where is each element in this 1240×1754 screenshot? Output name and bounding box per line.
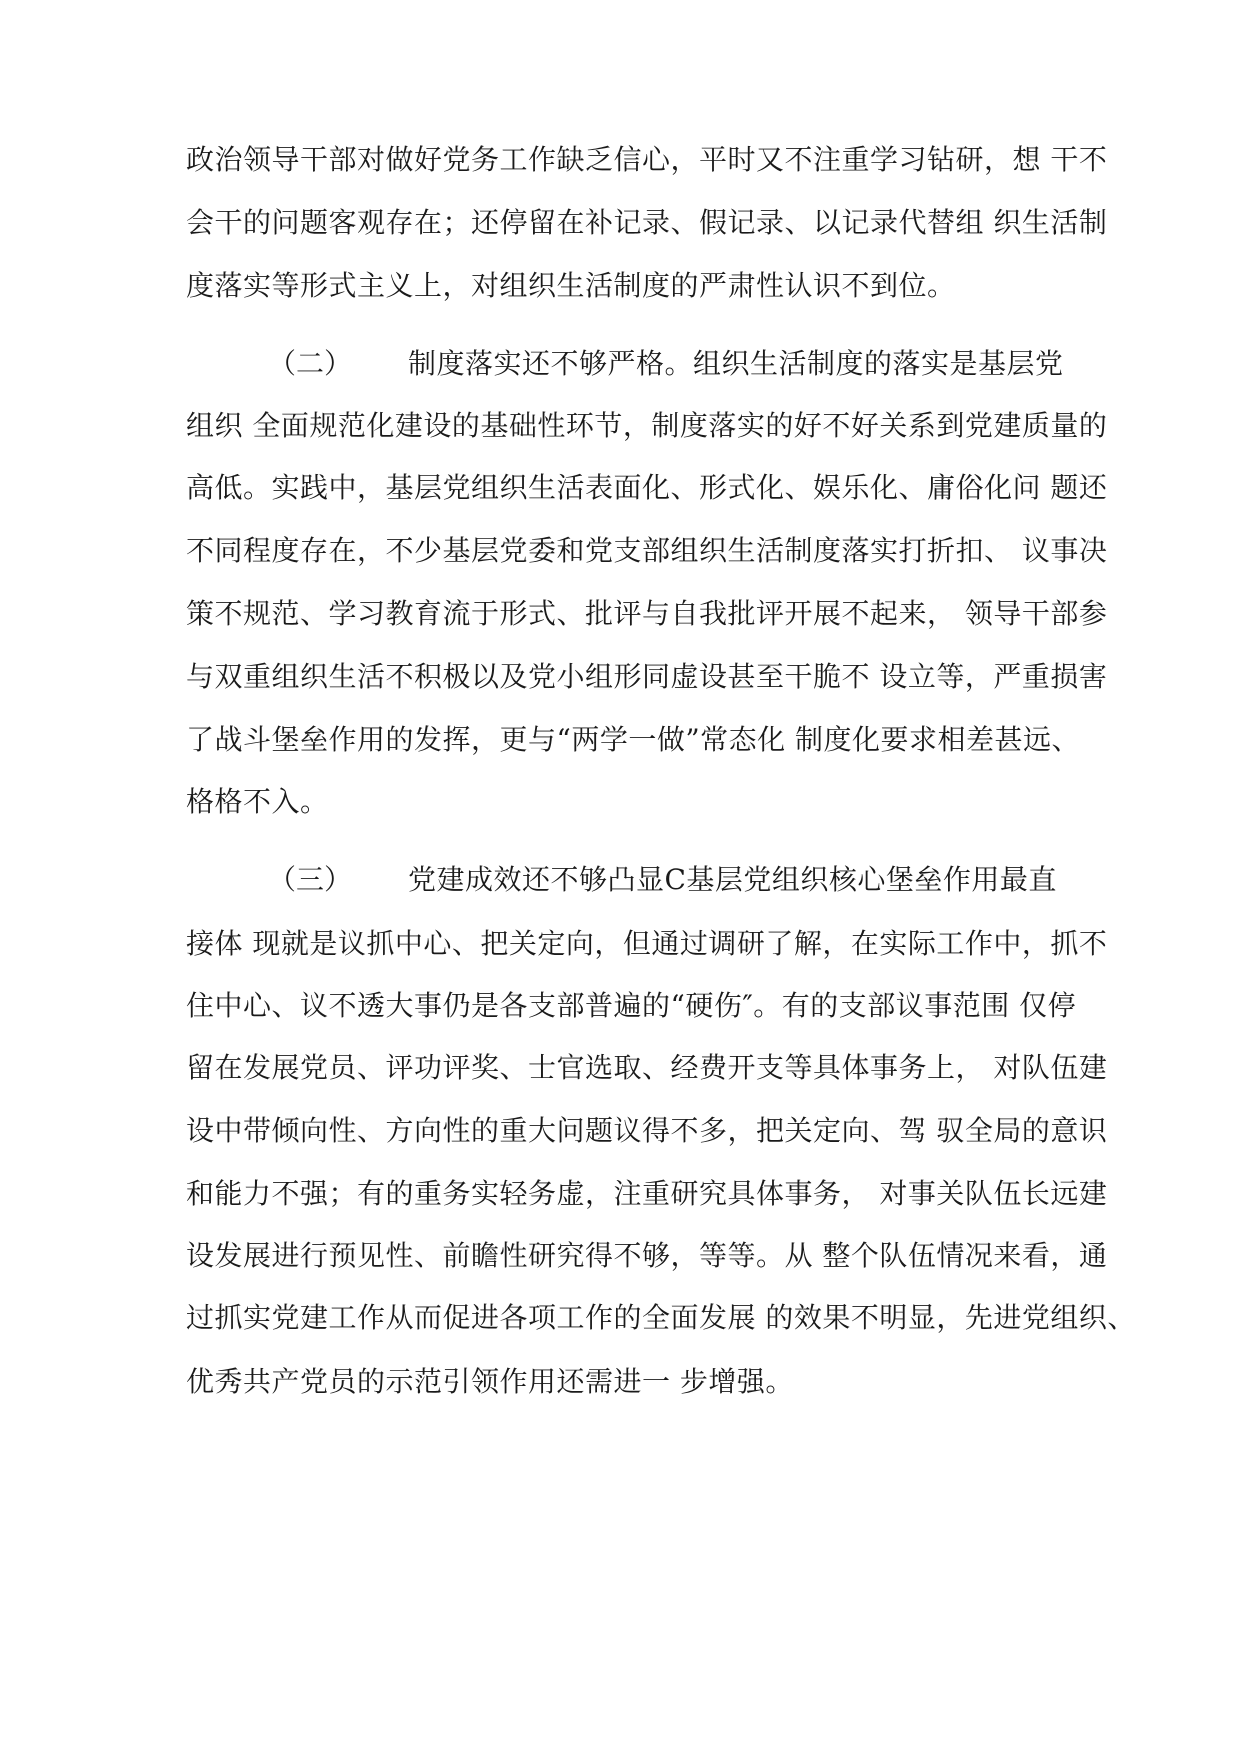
paragraph-2-label: （二） bbox=[268, 347, 353, 380]
paragraph-2-line-6: 与双重组织生活不积极以及党小组形同虚设甚至干脆不 设立等，严重损害 bbox=[186, 660, 1108, 693]
paragraph-2-line-3: 高低。实践中，基层党组织生活表面化、形式化、娱乐化、庸俗化问 题还 bbox=[186, 471, 1108, 504]
paragraph-2-line-2: 组织 全面规范化建设的基础性环节，制度落实的好不好关系到党建质量的 bbox=[186, 409, 1108, 442]
paragraph-3-line-5: 设中带倾向性、方向性的重大问题议得不多，把关定向、驾 驭全局的意识 bbox=[186, 1114, 1108, 1147]
paragraph-2-line-8: 格格不入。 bbox=[186, 785, 329, 818]
paragraph-2-line-7: 了战斗堡垒作用的发挥，更与“两学一做”常态化 制度化要求相差甚远、 bbox=[186, 723, 1081, 756]
paragraph-3-line-8: 过抓实党建工作从而促进各项工作的全面发展 的效果不明显，先进党组织、 bbox=[186, 1301, 1136, 1334]
paragraph-3-line-9: 优秀共产党员的示范引领作用还需进一 步增强。 bbox=[186, 1365, 794, 1398]
paragraph-2-line-5: 策不规范、学习教育流于形式、批评与自我批评开展不起来， 领导干部参 bbox=[186, 597, 1108, 630]
paragraph-3-line-4: 留在发展党员、评功评奖、士官选取、经费开支等具体事务上， 对队伍建 bbox=[186, 1051, 1108, 1084]
paragraph-3-line-2: 接体 现就是议抓中心、把关定向，但通过调研了解，在实际工作中，抓不 bbox=[186, 927, 1108, 960]
paragraph-3-first-line: 党建成效还不够凸显C基层党组织核心堡垒作用最直 bbox=[408, 863, 1057, 896]
paragraph-1-line-1: 政治领导干部对做好党务工作缺乏信心，平时又不注重学习钻研，想 干不 bbox=[186, 143, 1108, 176]
paragraph-3-line-3: 住中心、议不透大事仍是各支部普遍的“硬伤″。有的支部议事范围 仅停 bbox=[186, 989, 1077, 1022]
paragraph-2-first-line: 制度落实还不够严格。组织生活制度的落实是基层党 bbox=[408, 347, 1064, 380]
paragraph-3-label: （三） bbox=[268, 863, 353, 896]
paragraph-3-line-6: 和能力不强；有的重务实轻务虚，注重研究具体事务， 对事关队伍长远建 bbox=[186, 1177, 1108, 1210]
paragraph-1-line-2: 会干的问题客观存在；还停留在补记录、假记录、以记录代替组 织生活制 bbox=[186, 206, 1108, 239]
paragraph-3-line-7: 设发展进行预见性、前瞻性研究得不够，等等。从 整个队伍情况来看，通 bbox=[186, 1239, 1108, 1272]
paragraph-1-line-3: 度落实等形式主义上，对组织生活制度的严肃性认识不到位。 bbox=[186, 269, 956, 302]
paragraph-2-line-4: 不同程度存在，不少基层党委和党支部组织生活制度落实打折扣、 议事决 bbox=[186, 534, 1108, 567]
